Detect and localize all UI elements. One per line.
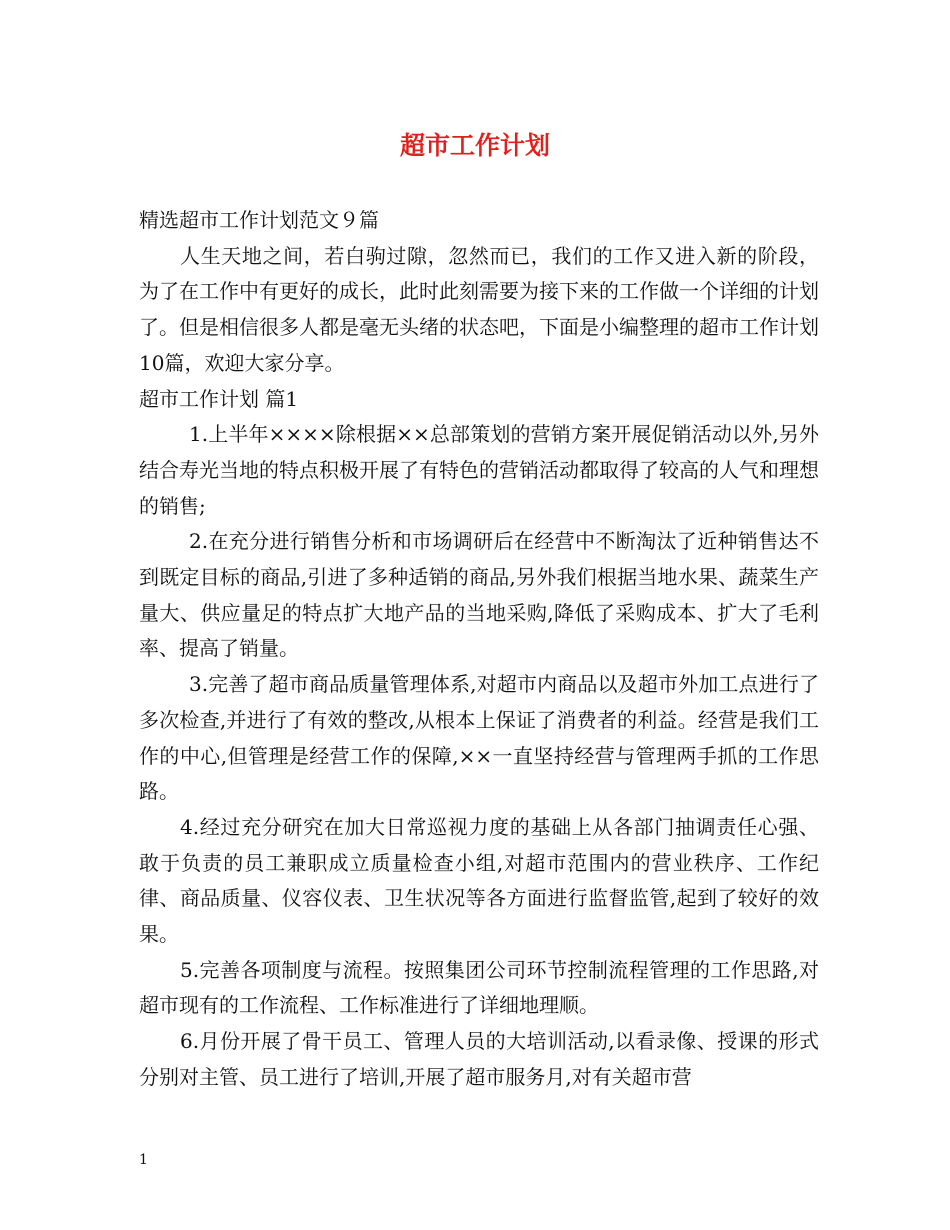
- intro-paragraph: 人生天地之间，若白驹过隙，忽然而已，我们的工作又进入新的阶段，为了在工作中有更好的成长，此时此刻需要为接下来的工作做一个详细的计划了。但是相信很多人都是毫无头绪的状态吧，下面是小编整理的超市工作计划10篇，欢迎大家分享。: [139, 243, 819, 375]
- list-item: 4.经过充分研究在加大日常巡视力度的基础上从各部门抽调责任心强、敢于负责的员工兼职成立质量检查小组,对超市范围内的营业秩序、工作纪律、商品质量、仪容仪表、卫生状况等各方面进行监督监管,起到了较好的效果。: [139, 814, 819, 947]
- document-subtitle: 精选超市工作计划范文９篇: [139, 208, 379, 232]
- document-title: 超市工作计划: [399, 131, 550, 160]
- list-item: 1.上半年××××除根据××总部策划的营销方案开展促销活动以外,另外结合寿光当地的特点积极开展了有特色的营销活动都取得了较高的人气和理想的销售;: [139, 422, 819, 518]
- list-item: 2.在充分进行销售分析和市场调研后在经营中不断淘汰了近种销售达不到既定目标的商品,引进了多种适销的商品,另外我们根据当地水果、蔬菜生产量大、供应量足的特点扩大地产品的当地采购,降低了采购成本、扩大了毛利率、提高了销量。: [139, 529, 819, 661]
- page-number: 1: [139, 1152, 148, 1168]
- list-item: 5.完善各项制度与流程。按照集团公司环节控制流程管理的工作思路,对超市现有的工作流程、工作标准进行了详细地理顺。: [139, 957, 819, 1018]
- document-body: [139, 203, 819, 1096]
- list-item: 6.月份开展了骨干员工、管理人员的大培训活动,以看录像、授课的形式分别对主管、员工进行了培训,开展了超市服务月,对有关超市营: [139, 1029, 819, 1089]
- list-item: 3.完善了超市商品质量管理体系,对超市内商品以及超市外加工点进行了多次检查,并进行了有效的整改,从根本上保证了消费者的利益。经营是我们工作的中心,但管理是经营工作的保障,××一直坚持经营与管理两手抓的工作思路。: [139, 672, 819, 804]
- section-heading: 超市工作计划 篇1: [139, 386, 299, 411]
